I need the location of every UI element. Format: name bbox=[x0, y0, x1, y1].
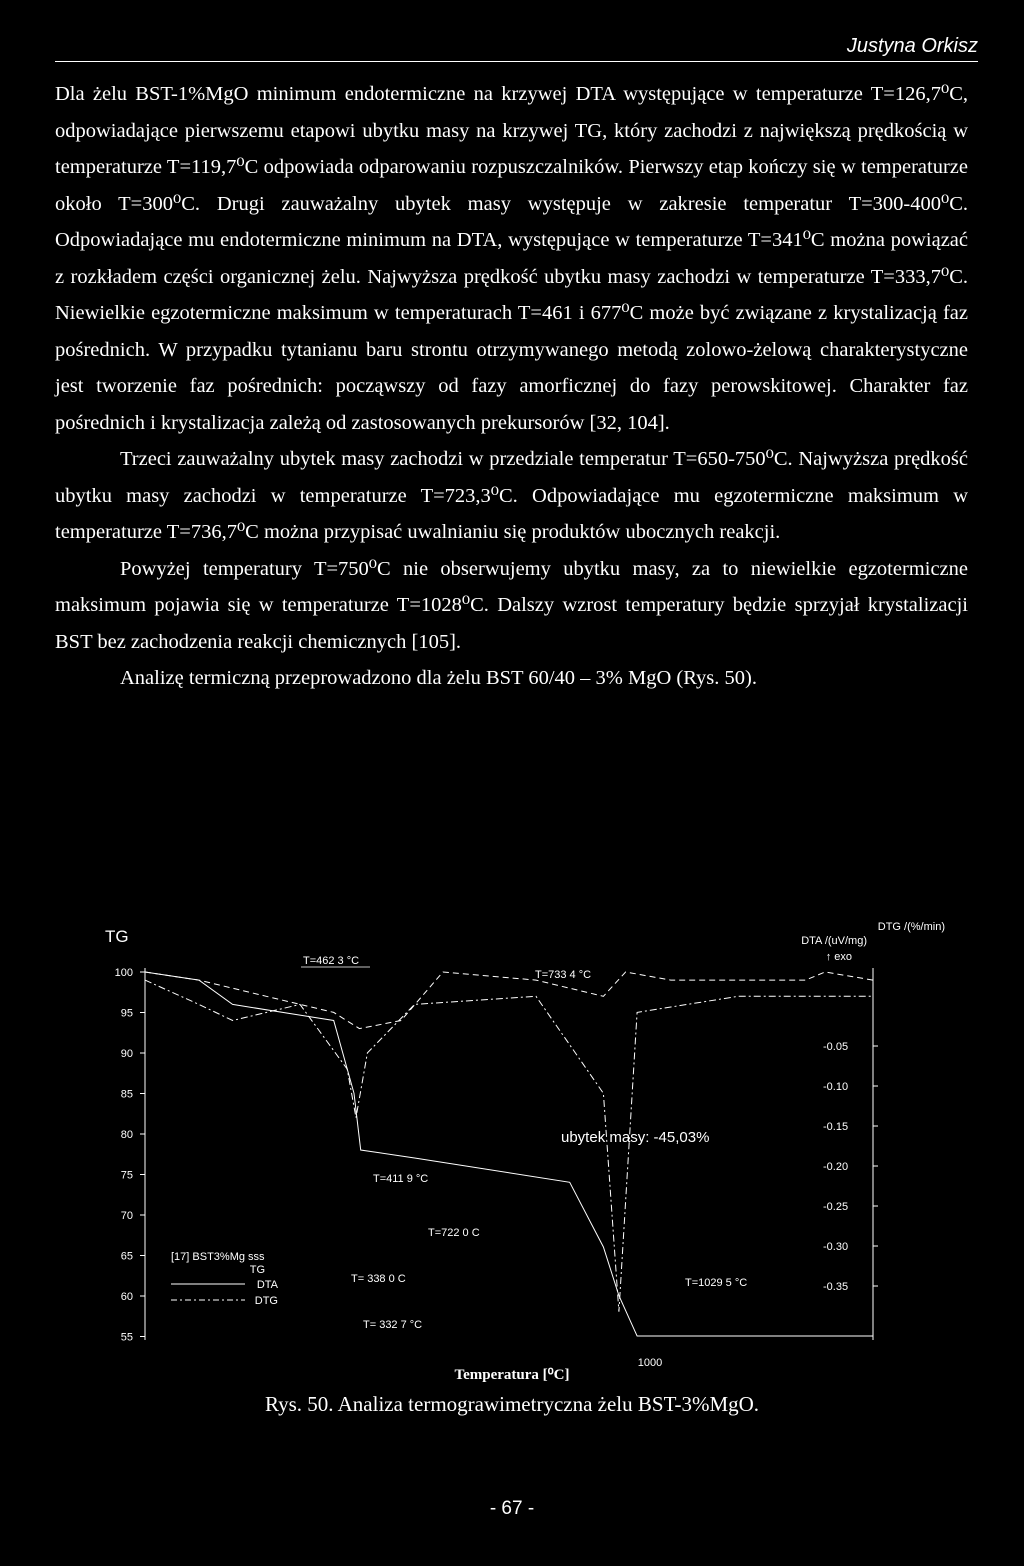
left-axis-title: TG bbox=[105, 927, 129, 946]
left-tick-label: 100 bbox=[114, 967, 133, 979]
header-rule bbox=[55, 61, 978, 62]
annotation-t733: T=733 4 °C bbox=[535, 969, 592, 981]
right-tick-label: -0.25 bbox=[823, 1201, 849, 1213]
right-tick-label: -0.05 bbox=[823, 1041, 849, 1053]
legend-label-dtg: DTG bbox=[254, 1295, 278, 1307]
right-tick-label: -0.15 bbox=[823, 1121, 849, 1133]
left-tick-label: 75 bbox=[120, 1169, 133, 1182]
thermogram-chart bbox=[95, 910, 955, 1380]
right-axis-title-dtg: DTG /(%/min) bbox=[877, 921, 945, 933]
body-text bbox=[55, 76, 968, 697]
figure-caption: Rys. 50. Analiza termograwimetryczna żelu BST-3%MgO. bbox=[264, 1392, 760, 1416]
legend-label-dta: DTA bbox=[256, 1279, 278, 1291]
paragraph-4: Analizę termiczną przeprowadzono dla żelu BST 60/40 – 3% MgO (Rys. 50). bbox=[120, 667, 757, 689]
right-tick-label: -0.30 bbox=[823, 1241, 849, 1253]
page-number: - 67 - bbox=[489, 1498, 535, 1519]
annotation-mass-loss: ubytek masy: -45,03% bbox=[561, 1129, 710, 1146]
annotation-t338: T= 338 0 C bbox=[351, 1273, 406, 1285]
left-tick-label: 95 bbox=[120, 1007, 133, 1020]
right-axis-title-dta: DTA /(uV/mg) bbox=[801, 935, 867, 947]
running-header-author: Justyna Orkisz bbox=[846, 35, 978, 57]
annotation-t332: T= 332 7 °C bbox=[363, 1319, 423, 1331]
annotation-t722: T=722 0 C bbox=[428, 1227, 480, 1239]
thermal-analysis-figure bbox=[95, 910, 955, 1380]
paragraph-2: Trzeci zauważalny ubytek masy zachodzi w przedziale temperatur T=650-750⁰C. Najwyższa prędkość ubytku masy zachodzi w temperaturze T=723,3⁰C. Odpowiadające mu egzotermiczne maksimum w temperaturze T=736,7⁰C można przypisać uwalnianiu się produktów ubocznych reakcji. bbox=[55, 448, 968, 543]
x-axis-label: Temperatura [⁰C] bbox=[454, 1367, 570, 1383]
x-tick-1000: 1000 bbox=[637, 1357, 663, 1369]
left-tick-label: 80 bbox=[120, 1129, 133, 1141]
right-tick-label: -0.35 bbox=[823, 1281, 849, 1293]
chart-legend bbox=[171, 1251, 279, 1307]
left-tick-label: 55 bbox=[120, 1331, 133, 1344]
paragraph-3: Powyżej temperatury T=750⁰C nie obserwujemy ubytku masy, za to niewielkie egzotermiczne maksimum pojawia się w temperaturze T=1028⁰C. Dalszy wzrost temperatury będzie sprzyjał krystalizacji BST bez zachodzenia reakcji chemicznych [105]. bbox=[55, 557, 968, 653]
right-tick-label: -0.10 bbox=[823, 1081, 849, 1093]
paragraph-1: Dla żelu BST-1%MgO minimum endotermiczne na krzywej DTA występujące w temperaturze T=126,7⁰C, odpowiadające pierwszemu etapowi ubytku masy na krzywej TG, który zachodzi z największą prędkością w temperaturze T=119,7⁰C odpowiada odparowaniu rozpuszczalników. Pierwszy etap kończy się w temperaturze około T=300⁰C. Drugi zauważalny ubytek masy występuje w zakresie temperatur T=300-400⁰C. Odpowiadające mu endotermiczne minimum na DTA, występujące w temperaturze T=341⁰C można powiązać z rozkładem części organicznej żelu. Najwyższa prędkość ubytku masy zachodzi w temperaturze T=333,7⁰C. Niewielkie egzotermiczne maksimum w temperaturach T=461 i 677⁰C może być związane z krystalizacją faz pośrednich. W przypadku tytanianu baru strontu otrzymywanego metodą zolowo-żelową charakterystyczne jest tworzenie faz pośrednich: począwszy od fazy amorficznej do fazy perowskitowej. Charakter faz pośrednich i krystalizacja zależą od zastosowanych prekursorów [32, 104]. bbox=[55, 83, 968, 434]
annotation-t411: T=411 9 °C bbox=[373, 1173, 429, 1185]
left-tick-label: 65 bbox=[120, 1250, 133, 1263]
curve-tg bbox=[145, 972, 873, 1336]
annotation-t1029: T=1029 5 °C bbox=[685, 1277, 748, 1289]
legend-sample: [17] BST3%Mg sss bbox=[171, 1251, 265, 1263]
right-axis-title-exo: ↑ exo bbox=[825, 951, 852, 963]
left-tick-label: 60 bbox=[120, 1291, 133, 1303]
left-tick-label: 90 bbox=[120, 1048, 133, 1060]
legend-label-tg: TG bbox=[249, 1264, 265, 1276]
annotation-t462: T=462 3 °C bbox=[303, 955, 360, 967]
right-tick-label: -0.20 bbox=[823, 1161, 849, 1173]
left-tick-label: 70 bbox=[120, 1210, 133, 1222]
left-tick-label: 85 bbox=[120, 1088, 133, 1101]
curve-dta bbox=[145, 972, 873, 1029]
